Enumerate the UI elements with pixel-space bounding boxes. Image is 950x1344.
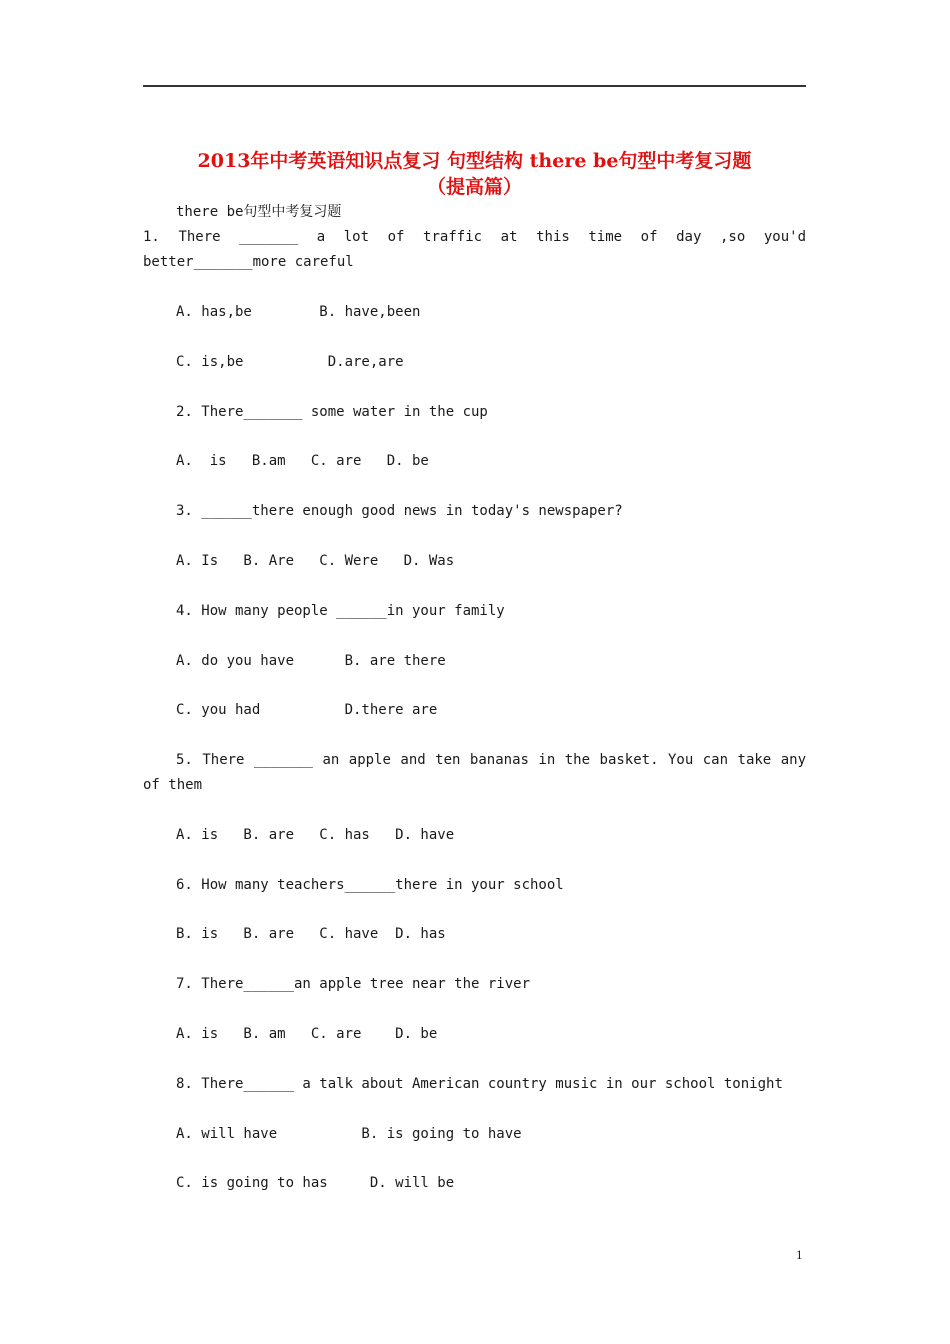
question-6-stem: 6. How many teachers______there in your school (176, 877, 564, 893)
question-3-stem: 3. ______there enough good news in today's newspaper? (176, 503, 623, 519)
header-rule (143, 85, 806, 87)
question-7-options: A. is B. am C. are D. be (176, 1026, 438, 1042)
question-4-options-ab: A. do you have B. are there (176, 653, 446, 669)
section-subtitle: there be句型中考复习题 (176, 204, 342, 220)
question-8-options-cd: C. is going to has D. will be (176, 1175, 455, 1191)
question-8-stem: 8. There______ a talk about American country music in our school tonight (176, 1076, 783, 1092)
question-1-stem-cont: better_______more careful (143, 254, 354, 270)
question-5-options: A. is B. are C. has D. have (176, 827, 455, 843)
document-title-suffix: （提高篇） (426, 176, 522, 198)
question-7-stem: 7. There______an apple tree near the river (176, 976, 531, 992)
page-number: 1 (796, 1247, 803, 1262)
question-5-stem: 5. There _______ an apple and ten bananas in the basket. You can take any (176, 752, 806, 768)
question-1-stem: 1. There _______ a lot of traffic at this time of day ,so you'd (143, 229, 806, 245)
question-2-options: A. is B.am C. are D. be (176, 453, 429, 469)
question-8-options-ab: A. will have B. is going to have (176, 1126, 522, 1142)
question-5-stem-cont: of them (143, 777, 203, 793)
question-4-stem: 4. How many people ______in your family (176, 603, 505, 619)
question-3-options: A. Is B. Are C. Were D. Was (176, 553, 455, 569)
question-6-options: B. is B. are C. have D. has (176, 926, 446, 942)
question-1-options-cd: C. is,be D.are,are (176, 354, 404, 370)
question-1-options-ab: A. has,be B. have,been (176, 304, 421, 320)
document-title: 2013年中考英语知识点复习 句型结构 there be句型中考复习题 (197, 150, 752, 172)
question-2-stem: 2. There_______ some water in the cup (176, 404, 488, 420)
question-4-options-cd: C. you had D.there are (176, 702, 438, 718)
